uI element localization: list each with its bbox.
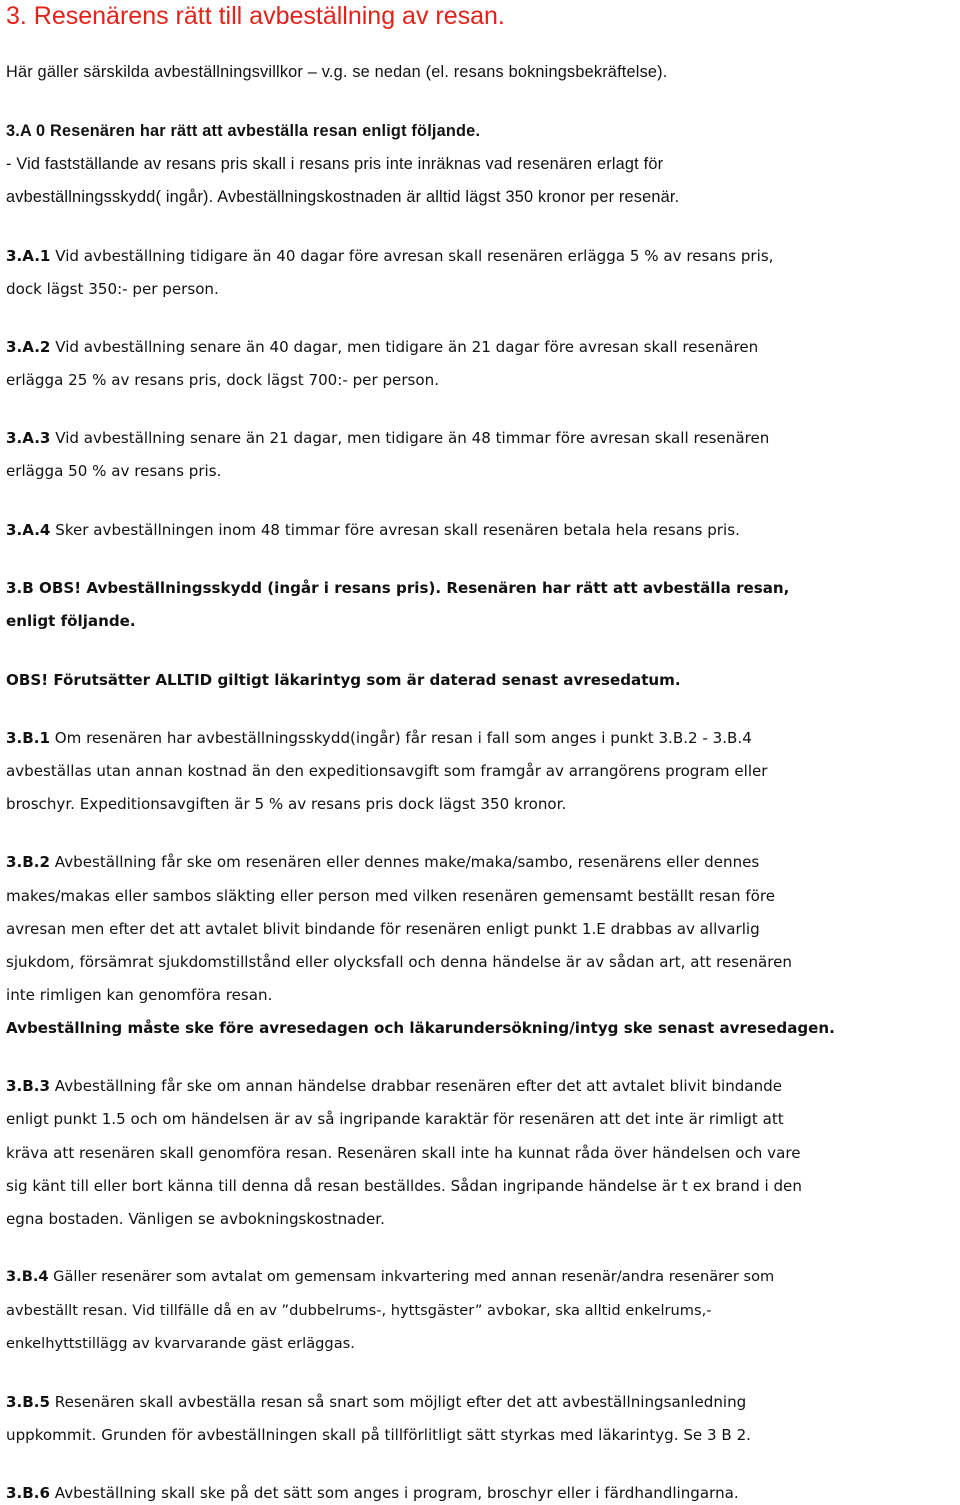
clause-number: 3.B.2: [6, 853, 50, 871]
clause-a2: 3.A.2 Vid avbeställning senare än 40 dagar, men tidigare än 21 dagar före avresan skall resenären: [6, 338, 759, 356]
section-a-line-1: - Vid fastställande av resans pris skall i resans pris inte inräknas vad resenären erlagt för: [6, 155, 664, 173]
obs-note: OBS! Förutsätter ALLTID giltigt läkarintyg som är daterad senast avresedatum.: [6, 671, 681, 689]
clause-b3-line-4: sig känt till eller bort känna till denna då resan beställdes. Sådan ingripande händelse är t ex brand i den: [6, 1177, 802, 1195]
clause-b1-line-3: broschyr. Expeditionsavgiften är 5 % av resans pris dock lägst 350 kronor.: [6, 795, 567, 813]
clause-b5: 3.B.5 Resenären skall avbeställa resan så snart som möjligt efter det att avbeställningsanledning: [6, 1393, 747, 1411]
clause-a3: 3.A.3 Vid avbeställning senare än 21 dagar, men tidigare än 48 timmar före avresan skall resenären: [6, 429, 770, 447]
clause-b1: 3.B.1 Om resenären har avbeställningsskydd(ingår) får resan i fall som anges i punkt 3.B.2 - 3.B.4: [6, 729, 752, 747]
clause-b2: 3.B.2 Avbeställning får ske om resenären eller dennes make/maka/sambo, resenärens eller dennes: [6, 853, 760, 871]
clause-b2-line-4: sjukdom, försämrat sjukdomstillstånd eller olycksfall och denna händelse är av sådan art, att resenären: [6, 953, 792, 971]
section-b-heading: 3.B OBS! Avbeställningsskydd (ingår i resans pris). Resenären har rätt att avbeställa resan,: [6, 579, 790, 597]
clause-b3: 3.B.3 Avbeställning får ske om annan händelse drabbar resenären efter det att avtalet blivit bindande: [6, 1077, 783, 1095]
clause-b4-line-2: avbeställt resan. Vid tillfälle då en av ”dubbelrums-, hyttsgäster” avbokar, ska alltid enkelrums,-: [6, 1302, 712, 1319]
clause-number: 3.A.4: [6, 521, 51, 539]
intro-text: Här gäller särskilda avbeställningsvillkor – v.g. se nedan (el. resans bokningsbekräftelse).: [6, 63, 668, 81]
clause-number: 3.B.1: [6, 729, 50, 747]
clause-b2-line-3: avresan men efter det att avtalet blivit bindande för resenären enligt punkt 1.E drabbas av allvarlig: [6, 920, 760, 938]
clause-number: 3.B.3: [6, 1077, 50, 1095]
clause-b4-line-3: enkelhyttstillägg av kvarvarande gäst erläggas.: [6, 1335, 355, 1352]
clause-number: 3.A.1: [6, 247, 51, 265]
clause-b1-line-2: avbeställas utan annan kostnad än den expeditionsavgift som framgår av arrangörens program eller: [6, 762, 768, 780]
clause-b2-bold-note: Avbeställning måste ske före avresedagen och läkarundersökning/intyg ske senast avresedagen.: [6, 1019, 835, 1037]
section-a-heading: 3.A 0 Resenären har rätt att avbeställa resan enligt följande.: [6, 122, 481, 140]
page-title: 3. Resenärens rätt till avbeställning av resan.: [6, 2, 505, 30]
clause-b2-line-2: makes/makas eller sambos släkting eller person med vilken resenären gemensamt beställt resan före: [6, 887, 776, 905]
section-a-line-2: avbeställningsskydd( ingår). Avbeställningskostnaden är alltid lägst 350 kronor per resenär.: [6, 188, 680, 206]
clause-a3-cont: erlägga 50 % av resans pris.: [6, 462, 222, 480]
clause-b4: 3.B.4 Gäller resenärer som avtalat om gemensam inkvartering med annan resenär/andra resenärer som: [6, 1268, 775, 1285]
clause-a1-cont: dock lägst 350:- per person.: [6, 280, 219, 298]
clause-b3-line-2: enligt punkt 1.5 och om händelsen är av så ingripande karaktär för resenären att det inte är rimligt att: [6, 1110, 784, 1128]
clause-number: 3.B.5: [6, 1393, 50, 1411]
clause-b2-line-5: inte rimligen kan genomföra resan.: [6, 986, 273, 1004]
clause-number: 3.B.6: [6, 1484, 50, 1502]
clause-b5-line-2: uppkommit. Grunden för avbeställningen skall på tillförlitligt sätt styrkas med läkarintyg. Se 3 B 2.: [6, 1426, 751, 1444]
clause-b3-line-3: kräva att resenären skall genomföra resan. Resenären skall inte ha kunnat råda över händelsen och vare: [6, 1144, 801, 1162]
clause-b6: 3.B.6 Avbeställning skall ske på det sätt som anges i program, broschyr eller i färdhandlingarna.: [6, 1484, 739, 1502]
clause-a2-cont: erlägga 25 % av resans pris, dock lägst 700:- per person.: [6, 371, 440, 389]
clause-a4: 3.A.4 Sker avbeställningen inom 48 timmar före avresan skall resenären betala hela resans pris.: [6, 521, 740, 539]
clause-number: 3.B.4: [6, 1268, 49, 1285]
clause-a1: 3.A.1 Vid avbeställning tidigare än 40 dagar före avresan skall resenären erlägga 5 % av resans pris,: [6, 247, 774, 265]
clause-b3-line-5: egna bostaden. Vänligen se avbokningskostnader.: [6, 1210, 385, 1228]
clause-number: 3.A.3: [6, 429, 51, 447]
clause-number: 3.A.2: [6, 338, 51, 356]
section-b-heading-cont: enligt följande.: [6, 612, 136, 630]
